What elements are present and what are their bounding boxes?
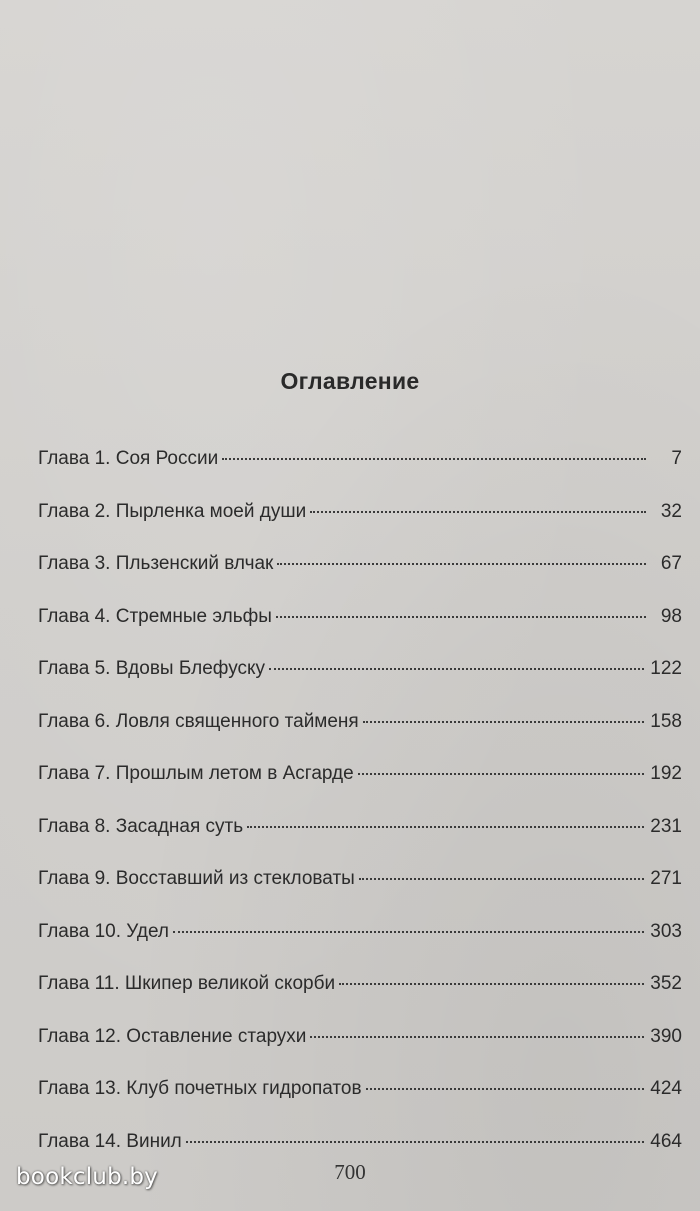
dot-leader [366,1088,645,1090]
dot-leader [276,616,646,618]
toc-entry-page: 424 [650,1078,682,1099]
toc-entry-label: Глава 10. Удел [38,920,169,942]
dot-leader [359,878,644,880]
toc-entry-page: 122 [650,658,682,679]
toc-entry-label: Глава 3. Пльзенский влчак [38,553,274,574]
toc-entry-8[interactable] [38,816,682,869]
dot-leader [247,826,644,828]
toc-entry-label: Глава 6. Ловля священного тайменя [38,710,359,732]
dot-leader [363,721,645,723]
toc-entry-label: Глава 7. Прошлым летом в Асгарде [38,763,354,784]
toc-entry-page: 192 [650,763,682,784]
toc-entry-label: Глава 1. Соя России [38,448,219,469]
toc-entry-10[interactable] [38,921,682,974]
page-number: 700 [334,1160,366,1184]
toc-entry-label: Глава 12. Оставление старухи [38,1025,307,1047]
dot-leader [277,563,646,565]
toc-entry-label: Глава 9. Восставший из стекловаты [38,868,355,889]
toc-entry-6[interactable] [38,711,682,764]
toc-entry-label: Глава 8. Засадная суть [38,815,244,837]
toc-entry-label: Глава 14. Винил [38,1130,182,1152]
toc-entry-label: Глава 11. Шкипер великой скорби [38,973,336,994]
toc-entry-5[interactable] [38,658,682,711]
toc-entry-label: Глава 2. Пырленка моей души [38,500,307,522]
dot-leader [269,668,644,670]
dot-leader [186,1141,645,1143]
toc-entry-4[interactable] [38,606,682,659]
dot-leader [310,511,646,513]
toc-entry-9[interactable] [38,868,682,921]
toc-entry-12[interactable] [38,1026,682,1079]
toc-entry-page: 352 [650,973,682,994]
toc-entry-11[interactable] [38,973,682,1026]
toc-entry-13[interactable] [38,1078,682,1131]
dot-leader [310,1036,644,1038]
toc-entry-label: Глава 13. Клуб почетных гидропатов [38,1078,362,1099]
toc-entry-3[interactable] [38,553,682,606]
toc-entry-page: 7 [671,448,682,469]
dot-leader [358,773,645,775]
table-of-contents [38,448,682,1183]
toc-entry-7[interactable] [38,763,682,816]
dot-leader [339,983,644,985]
toc-entry-page: 158 [650,710,682,732]
toc-entry-page: 98 [660,605,682,627]
toc-entry-label: Глава 4. Стремные эльфы [38,605,272,627]
toc-entry-page: 32 [660,500,682,522]
toc-entry-2[interactable] [38,501,682,554]
watermark-logo: bookclub.by [16,1164,158,1190]
dot-leader [222,458,646,460]
toc-entry-page: 303 [650,920,682,942]
dot-leader [173,931,644,933]
page-title: Оглавление [280,368,420,394]
toc-entry-page: 231 [650,815,682,837]
toc-entry-1[interactable] [38,448,682,501]
toc-entry-page: 390 [650,1025,682,1047]
toc-entry-label: Глава 5. Вдовы Блефуску [38,658,266,679]
toc-entry-page: 464 [650,1130,682,1152]
toc-entry-page: 271 [650,868,682,889]
toc-entry-page: 67 [660,553,682,574]
